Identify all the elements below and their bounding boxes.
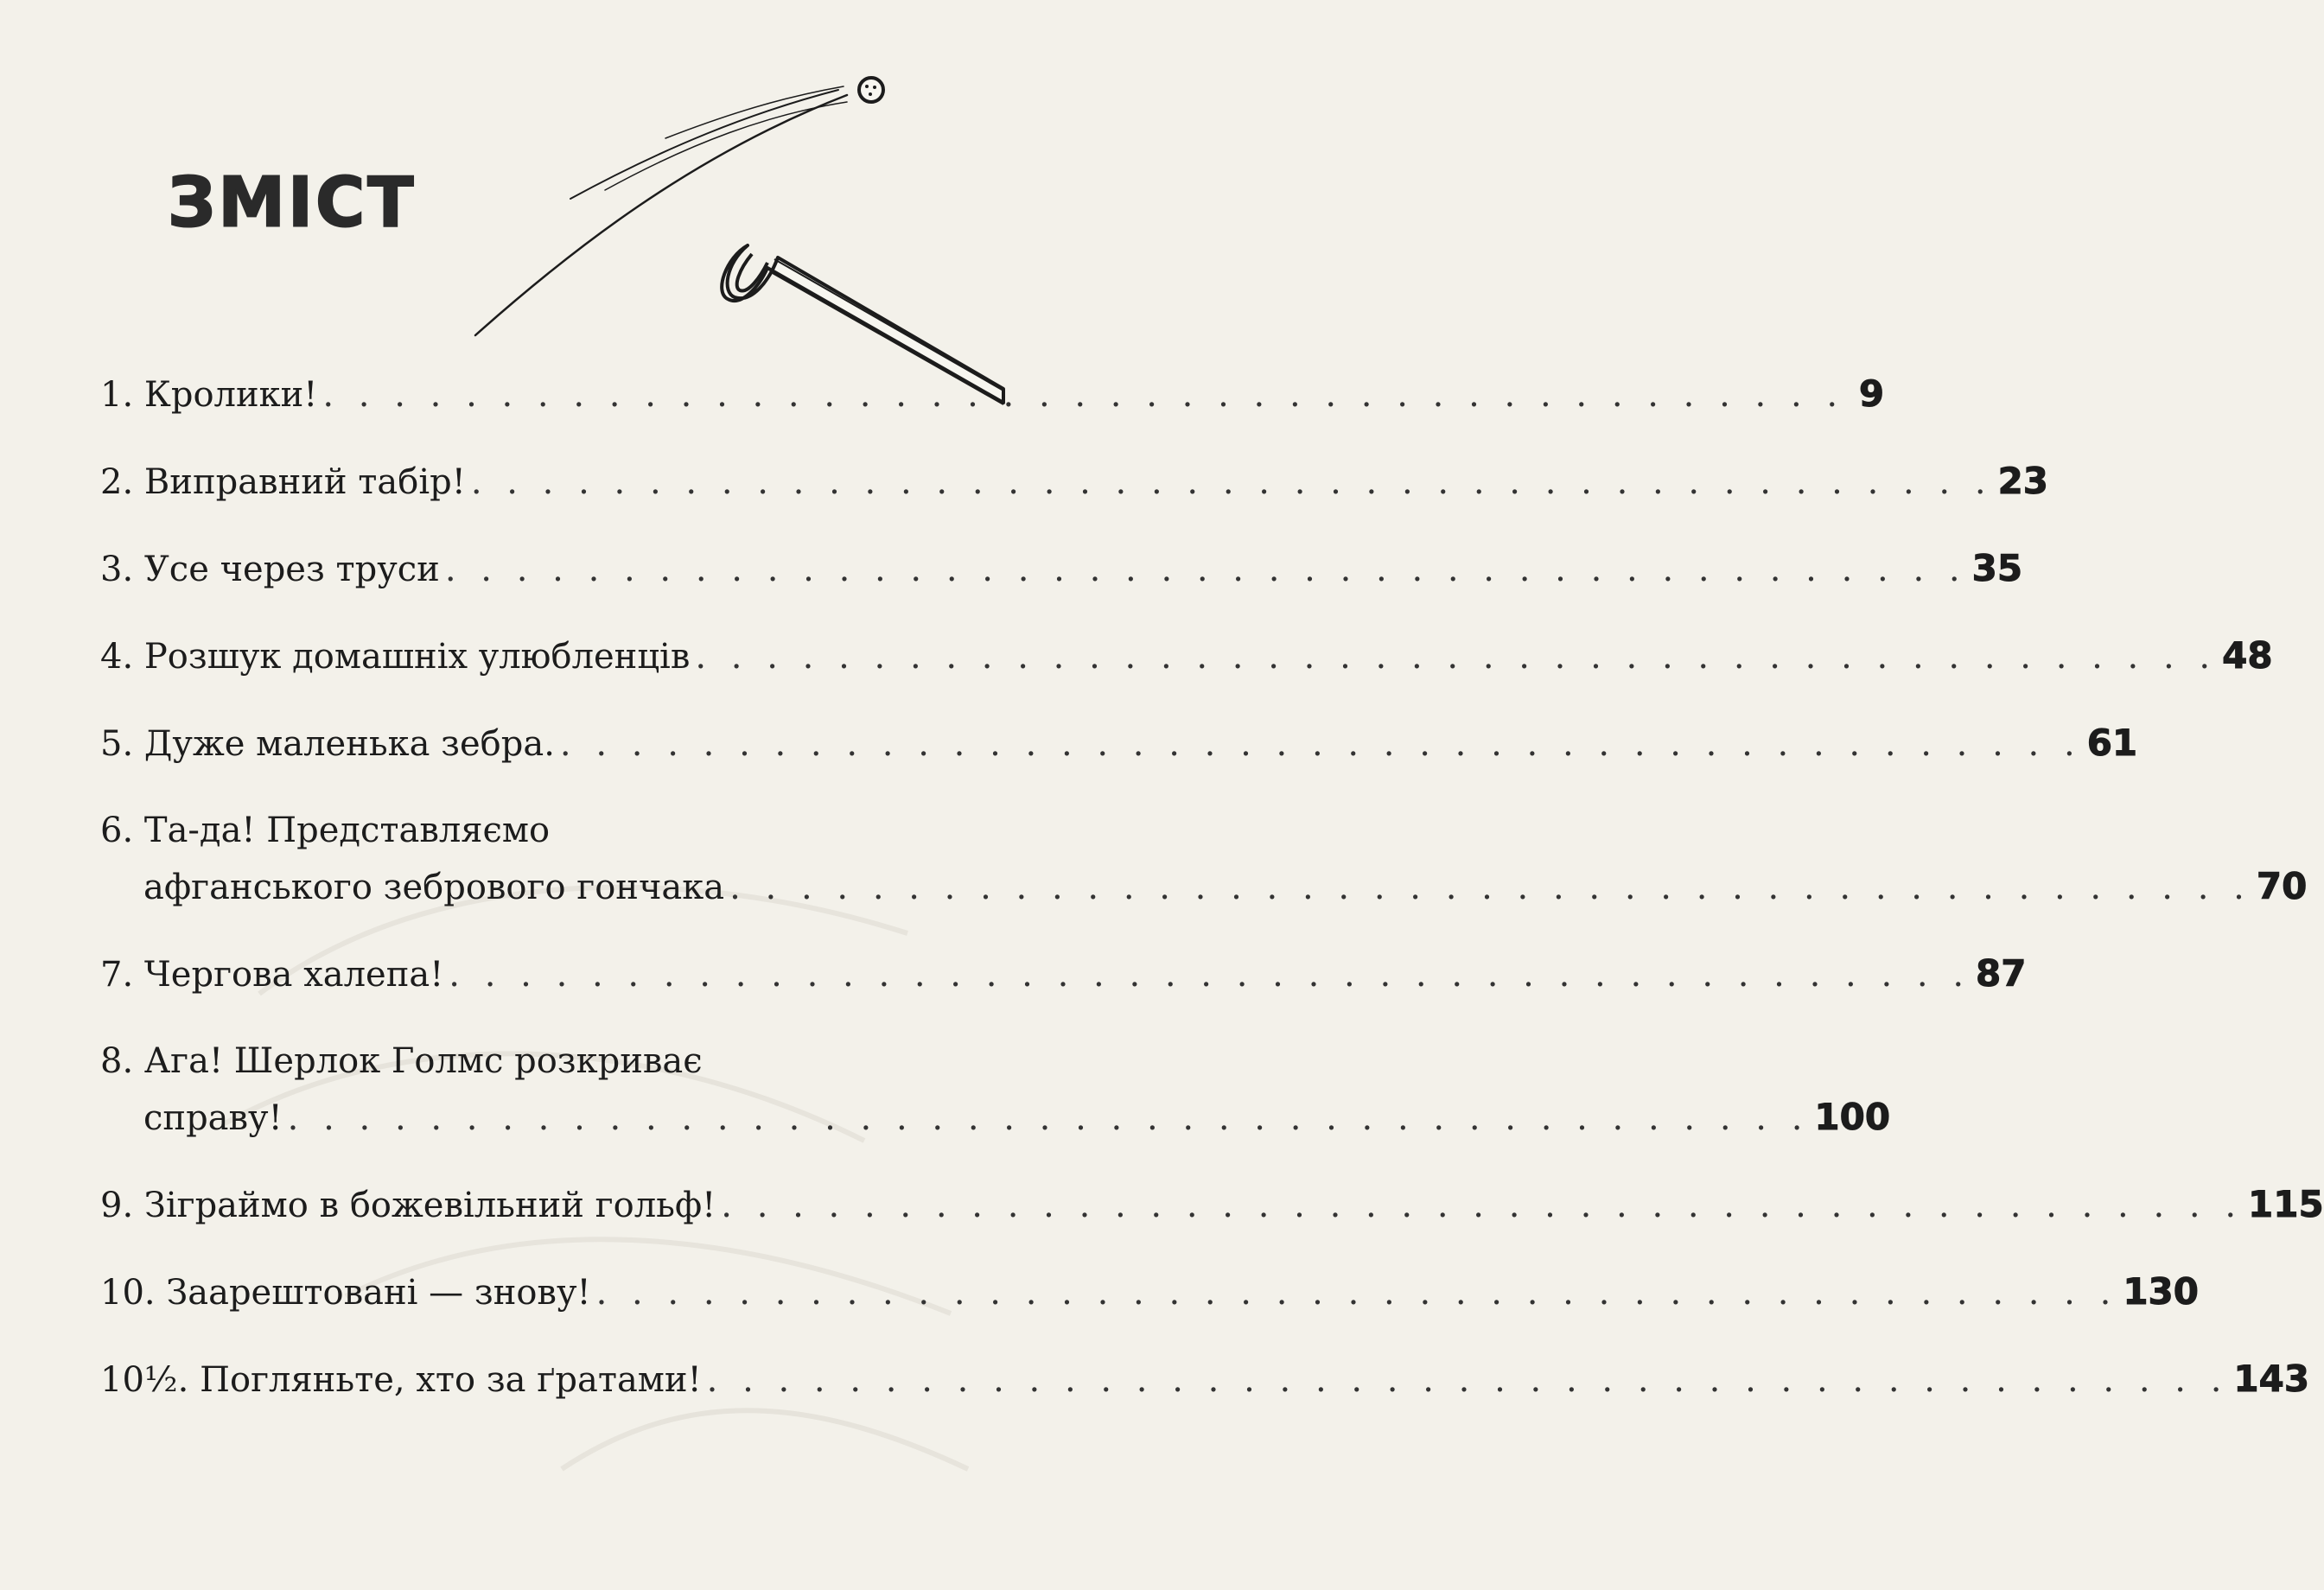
- chapter-number: 8.: [100, 1041, 144, 1081]
- dot-leader: . . . . . . . . . . . . . . . . . . . . . . . . . . . . . . . . . . . . . . . . . . .: [721, 1186, 2244, 1225]
- dot-leader: . . . . . . . . . . . . . . . . . . . . . . . . . . . . . . . . . . . . . . . . . . .: [695, 637, 2218, 677]
- dot-leader: . . . . . . . . . . . . . . . . . . . . . . . . . . . . . . . . . . . . . . . . . . .: [449, 955, 1971, 995]
- chapter-title: Погляньте, хто за ґратами!: [200, 1360, 702, 1400]
- toc-entry[interactable]: [100, 625, 2273, 712]
- chapter-title: Та-да! Представляємо: [143, 811, 551, 850]
- chapter-title: Заарештовані — знову!: [166, 1273, 591, 1313]
- toc-entry[interactable]: [100, 799, 2308, 943]
- page-number: 100: [1814, 1096, 1891, 1138]
- dot-leader: . . . . . . . . . . . . . . . . . . . . . . . . . . . . . . . . . . . . . . . . . . .: [444, 550, 1967, 589]
- chapter-title: Зіграймо в божевільний гольф!: [143, 1186, 716, 1225]
- chapter-number: 2.: [100, 462, 144, 502]
- page-number: 130: [2123, 1270, 2199, 1313]
- page-number: 9: [1858, 372, 1885, 415]
- chapter-title: Розшук домашніх улюбленців: [143, 637, 691, 677]
- chapter-number: 10.: [100, 1273, 167, 1313]
- dot-leader: . . . . . . . . . . . . . . . . . . . . . . . . . . . . . . . . . . . . . . . . . . .: [559, 724, 2082, 764]
- page-number: 48: [2222, 634, 2273, 677]
- toc-entry-line: [100, 1030, 850, 1086]
- chapter-number: 1.: [100, 375, 144, 415]
- table-of-contents: [100, 363, 2324, 1435]
- page-number: 61: [2086, 722, 2138, 764]
- toc-entry-line: [100, 1086, 1891, 1173]
- page-number: 23: [1997, 460, 2049, 502]
- toc-entry-line: [100, 363, 1885, 450]
- dot-leader: . . . . . . . . . . . . . . . . . . . . . . . . . . . . . . . . . . . . . . . . . . .: [322, 375, 1845, 415]
- chapter-title: Ага! Шерлок Голмс розкриває: [143, 1041, 703, 1081]
- toc-entry-line: [100, 625, 2273, 712]
- page-title: ЗМІСТ: [168, 163, 417, 243]
- dot-leader: . . . . . . . . . . . . . . . . . . . . . . . . . . . . . . . . . . . . . . . . . . .: [470, 462, 1993, 502]
- toc-entry-line: [100, 712, 2138, 799]
- page-number: 87: [1976, 952, 2027, 995]
- chapter-title: Дуже маленька зебра.: [143, 724, 555, 764]
- chapter-title: афганського зебрового гончака: [143, 868, 725, 907]
- toc-entry-line: [100, 1173, 2324, 1261]
- dot-leader: . . . . . . . . . . . . . . . . . . . . . . . . . . . . . . . . . . . . . . . . . . .: [729, 868, 2251, 907]
- toc-entry[interactable]: [100, 363, 1885, 450]
- toc-entry-line: [100, 537, 2023, 625]
- chapter-number: 9.: [100, 1186, 144, 1225]
- toc-entry[interactable]: [100, 537, 2023, 625]
- toc-entry[interactable]: [100, 943, 2027, 1030]
- chapter-title: Виправний табір!: [143, 462, 466, 502]
- toc-entry[interactable]: [100, 712, 2138, 799]
- chapter-title: Кролики!: [143, 375, 318, 415]
- chapter-number: 4.: [100, 637, 144, 677]
- toc-entry[interactable]: [100, 1348, 2310, 1435]
- page-number: 143: [2233, 1358, 2310, 1400]
- chapter-title: справу!: [143, 1098, 283, 1138]
- toc-entry-line: [100, 450, 2049, 537]
- page-number: 70: [2256, 865, 2308, 907]
- toc-entry-line: [100, 1261, 2199, 1348]
- toc-entry-line: [100, 855, 2308, 943]
- chapter-number: 10½.: [100, 1360, 201, 1400]
- dot-leader: . . . . . . . . . . . . . . . . . . . . . . . . . . . . . . . . . . . . . . . . . . .: [287, 1098, 1810, 1138]
- chapter-number: 7.: [100, 955, 144, 995]
- dot-leader: . . . . . . . . . . . . . . . . . . . . . . . . . . . . . . . . . . . . . . . . . . .: [706, 1360, 2229, 1400]
- toc-entry-line: [100, 943, 2027, 1030]
- chapter-number: 6.: [100, 811, 144, 850]
- chapter-number: 5.: [100, 724, 144, 764]
- toc-entry[interactable]: [100, 1173, 2324, 1261]
- toc-entry-line: [100, 1348, 2310, 1435]
- chapter-number: 3.: [100, 550, 144, 589]
- page-number: 115: [2248, 1183, 2324, 1225]
- page-number: 35: [1971, 547, 2023, 589]
- chapter-title: Усе через труси: [143, 550, 440, 589]
- toc-entry[interactable]: [100, 1030, 1891, 1173]
- toc-entry[interactable]: [100, 450, 2049, 537]
- dot-leader: . . . . . . . . . . . . . . . . . . . . . . . . . . . . . . . . . . . . . . . . . . .: [595, 1273, 2118, 1313]
- chapter-title: Чергова халепа!: [143, 955, 444, 995]
- toc-entry[interactable]: [100, 1261, 2199, 1348]
- toc-entry-line: [100, 799, 850, 855]
